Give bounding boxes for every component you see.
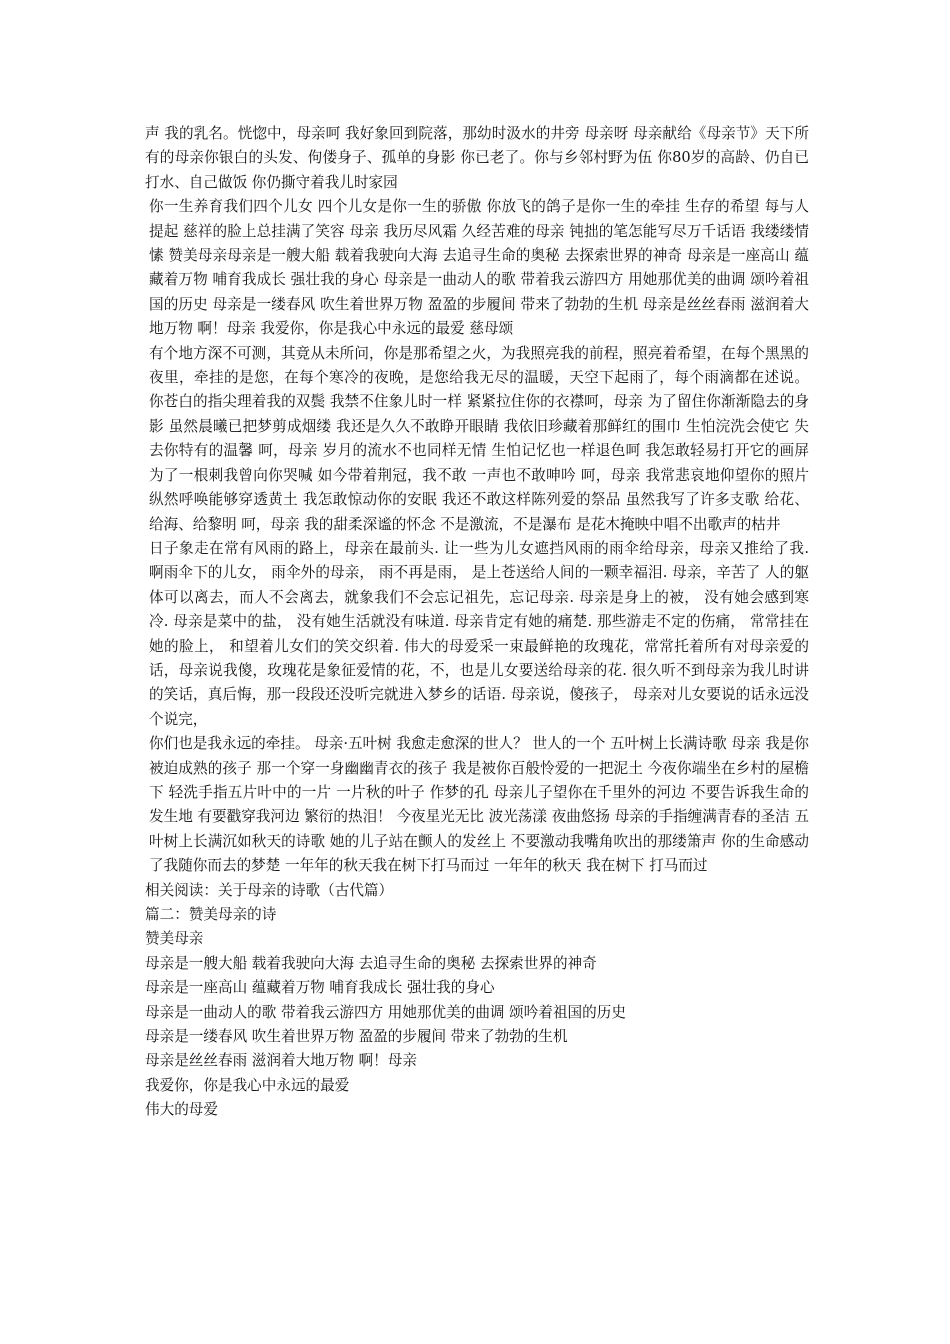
poem-line: 母亲是一座高山 蕴藏着万物 哺育我成长 强壮我的身心 [145, 979, 495, 997]
paragraph: 日子象走在常有风雨的路上，母亲在最前头. 让一些为儿女遮挡风雨的雨伞给母亲，母亲又推给了我. 啊雨伞下的儿女， 雨伞外的母亲， 雨不再是雨， 是上苍送给人间的一颗幸福泪. 母亲，辛苦了 人的躯体可以离去，而人不会离去，就象我们不会忘记祖先，忘记母亲. 母亲是身上的被， 没有她会感到寒冷. 母亲是菜中的盐， 没有她生活就没有味道. 母亲肯定有她的痛楚. 那些游走不定的伤痛， 常常挂在她的脸上， 和望着儿女们的笑交织着. 伟大的母爱采一束最鲜艳的玫瑰花，常常托着所有对母亲爱的话，母亲说我傻，玫瑰花是象征爱情的花，不，也是儿女要送给母亲的花. 很久听不到母亲为我儿时讲的笑话，真后悔，那一段段还没听完就进入梦乡的话语. 母亲说，傻孩子， 母亲对儿女要说的话永远没个说完， [149, 539, 809, 728]
poem-line: 母亲是一缕春风 吹生着世界万物 盈盈的步履间 带来了勃勃的生机 [145, 1028, 568, 1046]
paragraph: 有个地方深不可测，其竟从未所问，你是那希望之火，为我照亮我的前程，照亮着希望，在每个黑黑的夜里，牵挂的是您，在每个寒冷的夜晚，是您给我无尽的温暖，天空下起雨了，每个雨滴都在述说。 你苍白的指尖理着我的双鬓 我禁不住象儿时一样 紧紧拉住你的衣襟呵，母亲 为了留住你渐渐隐去的身影 虽然晨曦已把梦剪成烟缕 我还是久久不敢睁开眼睛 我依旧珍藏着那鲜红的围巾 生怕浣洗会使它 失去你特有的温馨 呵，母亲 岁月的流水不也同样无情 生怕记忆也一样退色呵 我怎敢轻易打开它的画屏 为了一根刺我曾向你哭喊 如今带着荆冠，我不敢 一声也不敢呻吟 呵，母亲 我常悲哀地仰望你的照片 纵然呼唤能够穿透黄土 我怎敢惊动你的安眠 我还不敢这样陈列爱的祭品 虽然我写了许多支歌 给花、给海、给黎明 呵，母亲 我的甜柔深谧的怀念 不是激流，不是瀑布 是花木掩映中唱不出歌声的枯井 [149, 344, 809, 533]
document-body [145, 122, 809, 1123]
poem-line: 伟大的母爱 [145, 1101, 218, 1119]
section-heading: 篇二：赞美母亲的诗 [145, 906, 277, 923]
poem-line: 母亲是丝丝春雨 滋润着大地万物 啊！母亲 [145, 1052, 417, 1070]
related-reading-line: 相关阅读：关于母亲的诗歌（古代篇） [145, 881, 394, 899]
poem-line: 母亲是一曲动人的歌 带着我云游四方 用她那优美的曲调 颂吟着祖国的历史 [145, 1003, 626, 1021]
paragraph: 声 我的乳名。恍惚中，母亲呵 我好象回到院落，那幼时汲水的井旁 母亲呀 母亲献给《母亲节》天下所有的母亲你银白的头发、佝偻身子、孤单的身影 你已老了。你与乡邻村野为伍 你80岁的高龄、仍自已打水、自己做饭 你仍撕守着我儿时家园 [145, 125, 809, 191]
paragraph: 你们也是我永远的牵挂。 母亲·五叶树 我愈走愈深的世人？ 世人的一个 五叶树上长满诗歌 母亲 我是你被迫成熟的孩子 那一个穿一身幽幽青衣的孩子 我是被你百般怜爱的一把泥土 今夜你端坐在乡村的屋檐下 轻洗手指五片叶中的一片 一片秋的叶子 作梦的孔 母亲儿子望你在千里外的河边 不要告诉我生命的发生地 有要戳穿我河边 繁衍的热泪！ 今夜星光无比 波光荡漾 夜曲悠扬 母亲的手指缠满青春的圣洁 五叶树上长满沉如秋天的诗歌 她的儿子站在颤人的发丝上 不要激动我嘴角吹出的那缕箫声 你的生命感动了我随你而去的梦楚 一年年的秋天我在树下打马而过 一年年的秋天 我在树下 打马而过 [149, 735, 810, 875]
poem-line: 我爱你，你是我心中永远的最爱 [145, 1076, 350, 1094]
poem-line: 母亲是一艘大船 载着我驶向大海 去追寻生命的奥秘 去探索世界的神奇 [145, 954, 597, 972]
paragraph: 你一生养育我们四个儿女 四个儿女是你一生的骄傲 你放飞的鸽子是你一生的牵挂 生存的希望 每与人提起 慈祥的脸上总挂满了笑容 母亲 我历尽风霜 久经苦难的母亲 钝拙的笔怎能写尽万千话语 我缕缕情愫 赞美母亲母亲是一艘大船 载着我驶向大海 去追寻生命的奥秘 去探索世界的神奇 母亲是一座高山 蕴藏着万物 哺育我成长 强壮我的身心 母亲是一曲动人的歌 带着我云游四方 用她那优美的曲调 颂吟着祖国的历史 母亲是一缕春风 吹生着世界万物 盈盈的步履间 带来了勃勃的生机 母亲是丝丝春雨 滋润着大地万物 啊！母亲 我爱你，你是我心中永远的最爱 慈母颂 [149, 198, 809, 338]
poem-title: 赞美母亲 [145, 930, 204, 948]
